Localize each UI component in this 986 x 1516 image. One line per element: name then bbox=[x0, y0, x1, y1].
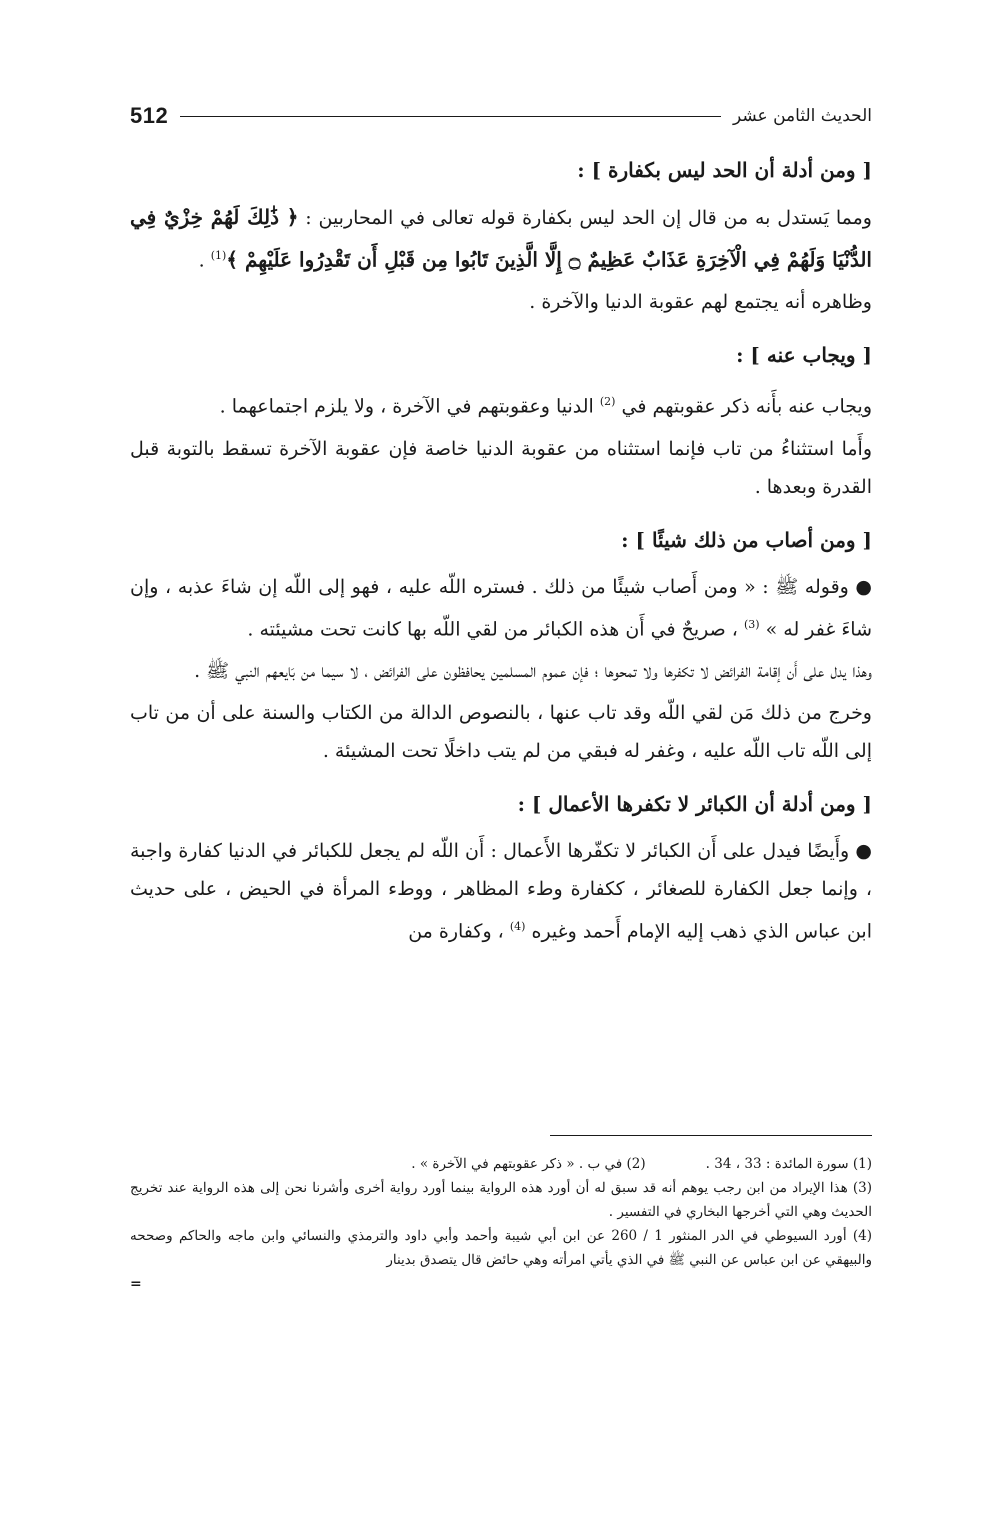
paragraph-text: ، وكفارة من bbox=[408, 920, 510, 943]
footnote-row-1-2 bbox=[130, 1152, 872, 1176]
footnote-ref: (4) bbox=[509, 919, 526, 933]
paragraph bbox=[130, 652, 872, 690]
paragraph bbox=[130, 198, 872, 279]
page-body bbox=[130, 96, 872, 954]
section-heading: [ ويجاب عنه ] : bbox=[736, 343, 872, 368]
paragraph-text: وخرج من ذلك مَن لقي اللّه وقد تاب عنها ، بالنصوص الدالة من الكتاب والسنة على أن من تاب إلى اللّه تاب اللّه عليه ، وغفر له فبقي من لم يتب داخلًا تحت المشيئة . bbox=[130, 701, 872, 762]
paragraph bbox=[130, 383, 872, 425]
paragraph-text: ● وقوله ﷺ : « ومن أَصاب شيئًا من ذلك . فستره اللّه عليه ، فهو إلى اللّه إن شاءَ عذبه ، وإن شاءَ غفر له » bbox=[130, 575, 872, 640]
section-heading: [ ومن أصاب من ذلك شيئًا ] : bbox=[621, 527, 872, 552]
paragraph bbox=[130, 694, 872, 770]
paragraph-text: ، صريحٌ في أَن هذه الكبائر من لقي اللّه بها كانت تحت مشيئته . bbox=[247, 617, 744, 640]
paragraph-text: الدنيا وعقوبتهم في الآخرة ، ولا يلزم اجتماعهما . bbox=[219, 395, 600, 418]
paragraph-text: وهذا يدل على أَن إقامة الفرائض لا تكفرها ولا تمحوها ؛ فإن عموم المسلمين يحافظون على الفرائض ، لا سيما من بَايعهم النبي ﷺ . bbox=[194, 659, 872, 682]
paragraph-text: وظاهره أنه يجتمع لهم عقوبة الدنيا والآخرة . bbox=[529, 291, 872, 314]
footnote-ref: (3) bbox=[743, 617, 760, 631]
paragraph-text: ويجاب عنه بأَنه ذكر عقوبتهم في bbox=[615, 395, 872, 418]
footnotes bbox=[130, 1152, 872, 1272]
footnote-separator-wrap bbox=[130, 1135, 872, 1136]
footnote-ref: (1) bbox=[210, 249, 227, 262]
paragraph-text: وأَما استثناءُ من تاب فإنما استثناه من عقوبة الدنيا خاصة فإن عقوبة الآخرة تسقط بالتوبة قبل القدرة وبعدها . bbox=[130, 437, 872, 498]
paragraph bbox=[130, 430, 872, 506]
paragraph-text: ● وأَيضًا فيدل على أَن الكبائر لا تكفّرها الأَعمال : أَن اللّه لم يجعل للكبائر في الدنيا كفارة واجبة ، وإنما جعل الكفارة للصغائر ، ككفارة وطء المظاهر ، ووطء المرأة في الحيض ، على حديث ابن عباس الذي ذهب إليه الإمام أَحمد وغيره bbox=[130, 839, 872, 943]
paragraph-text: ومما يَستدل به من قال إن الحد ليس بكفارة قوله تعالى في المحاربين : bbox=[298, 207, 872, 229]
paragraph bbox=[130, 832, 872, 950]
footnote-4: (4) أورد السيوطي في الدر المنثور 1 / 260 عن ابن أبي شيبة وأحمد وأبي داود والترمذي والنسائي وابن ماجه والحاكم وصححه والبيهقي عن ابن عباس عن النبي ﷺ في الذي يأتي امرأته وهي حائض قال يتصدق بدينار bbox=[130, 1228, 872, 1268]
footnote-separator bbox=[550, 1135, 872, 1136]
page-header bbox=[130, 96, 872, 136]
footnote-2: (2) في ب . « ذكر عقوبتهم في الآخرة » . bbox=[411, 1156, 646, 1172]
quran-verse: ﴿ ذَٰلِكَ لَهُمْ خِزْيٌ فِي الدُّنْيَا وَلَهُمْ فِي الْآخِرَةِ عَذَابٌ عَظِيمٌ ۝ إِلَّا الَّذِينَ تَابُوا مِن قَبْلِ أَن تَقْدِرُوا عَلَيْهِمْ ﴾ bbox=[130, 205, 872, 272]
main-text bbox=[130, 154, 872, 950]
paragraph-text: . bbox=[198, 249, 211, 272]
header-rule bbox=[180, 116, 721, 117]
section-heading: [ ومن أدلة أن الكبائر لا تكفرها الأعمال ] : bbox=[517, 791, 872, 816]
footnote-1: (1) سورة المائدة : 33 ، 34 . bbox=[705, 1156, 872, 1172]
page-number: 512 bbox=[130, 103, 169, 128]
footnote-3: (3) هذا الإيراد من ابن رجب يوهم أنه قد سبق له أن أورد هذه الرواية بينما أورد رواية أخرى وأشرنا نحن إلى هذه الرواية عند تخريج الحديث وهي التي أخرجها البخاري في التفسير . bbox=[130, 1180, 872, 1220]
section-heading: [ ومن أدلة أن الحد ليس بكفارة ] : bbox=[577, 158, 872, 182]
running-title: الحديث الثامن عشر bbox=[733, 106, 872, 126]
paragraph bbox=[130, 568, 872, 648]
continuation-mark: = bbox=[130, 1276, 142, 1292]
paragraph bbox=[130, 283, 872, 321]
footnote-ref: (2) bbox=[599, 395, 616, 409]
